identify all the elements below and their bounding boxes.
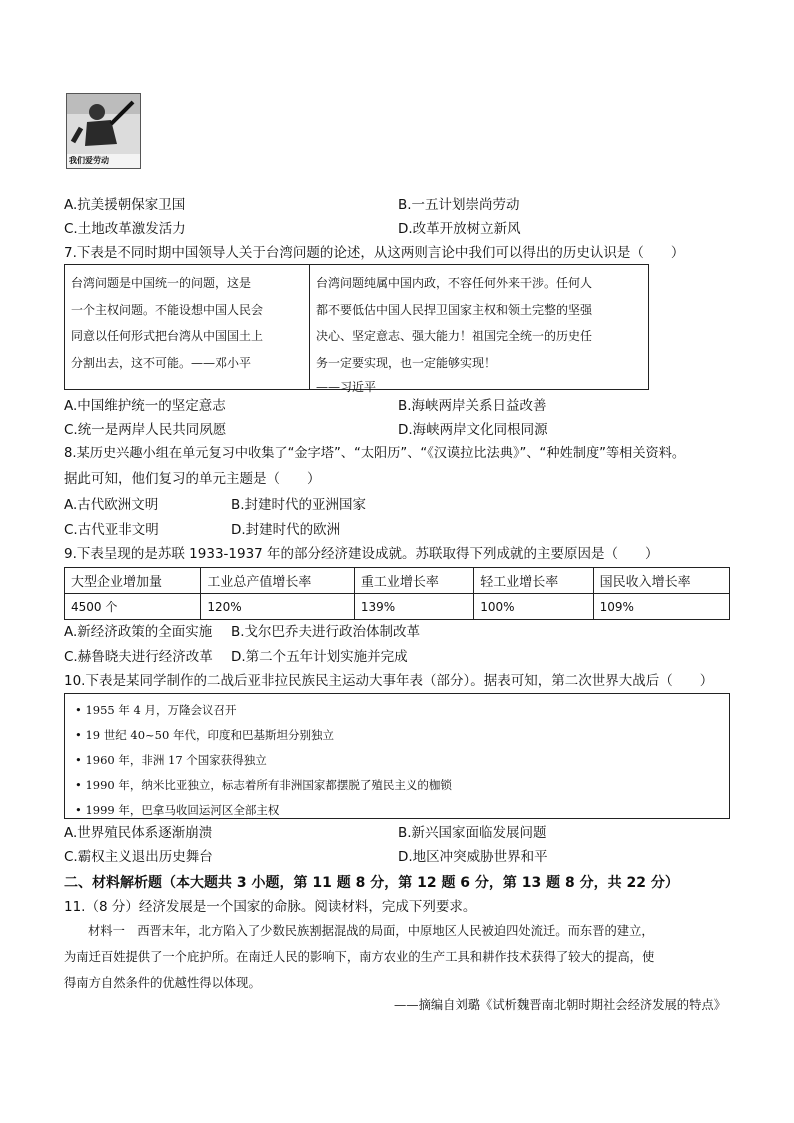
timeline-event: • 1955 年 4 月，万隆会议召开 — [75, 703, 237, 717]
quote1-line: 一个主权问题。不能设想中国人民会 — [71, 302, 264, 317]
q6-option-c[interactable]: C.土地改革激发活力 — [64, 221, 186, 237]
table-header-cell: 大型企业增加量 — [65, 568, 201, 594]
q7-option-c[interactable]: C.统一是两岸人民共同夙愿 — [64, 422, 227, 438]
timeline-event: • 1990 年，纳米比亚独立，标志着所有非洲国家都摆脱了殖民主义的枷锁 — [75, 778, 452, 792]
quote2-line: 台湾问题纯属中国内政，不容任何外来干涉。任何人 — [316, 276, 593, 290]
q10-option-a[interactable]: A.世界殖民体系逐渐崩溃 — [64, 825, 213, 841]
quote1-line: 同意以任何形式把台湾从中国国土上 — [71, 329, 264, 343]
material1-source: ——摘编自刘璐《试析魏晋南北朝时期社会经济发展的特点》 — [393, 998, 726, 1012]
q7-quote-table — [64, 264, 649, 394]
table-header-row — [65, 568, 730, 594]
timeline-event: • 1960 年，非洲 17 个国家获得独立 — [75, 753, 267, 767]
material1-line3: 得南方自然条件的优越性得以体现。 — [64, 976, 261, 990]
table-cell: 120% — [201, 594, 354, 620]
quote-deng-xiaoping — [65, 265, 310, 389]
table-header-cell: 工业总产值增长率 — [201, 568, 354, 594]
timeline-event: • 19 世纪 40~50 年代，印度和巴基斯坦分别独立 — [75, 728, 334, 742]
q11-stem: 11.（8 分）经济发展是一个国家的命脉。阅读材料，完成下列要求。 — [64, 899, 477, 915]
q9-option-c[interactable]: C.赫鲁晓夫进行经济改革 — [64, 649, 213, 665]
q8-stem-line1: 8.某历史兴趣小组在单元复习中收集了“金字塔”、“太阳历”、“《汉谟拉比法典》”、“种姓制度”等相关资料。 — [64, 446, 686, 461]
quote2-line: 决心、坚定意志、强大能力！祖国完全统一的历史任 — [316, 329, 593, 343]
table-header-cell: 轻工业增长率 — [474, 568, 593, 594]
quote1-line: 台湾问题是中国统一的问题，这是 — [71, 276, 252, 290]
material1-line2: 为南迁百姓提供了一个庇护所。在南迁人民的影响下，南方农业的生产工具和耕作技术获得了较大的提高，使 — [64, 950, 655, 964]
quote-xi-jinping — [310, 265, 648, 394]
q6-option-a[interactable]: A.抗美援朝保家卫国 — [64, 197, 186, 213]
q6-option-d[interactable]: D.改革开放树立新风 — [398, 221, 521, 237]
section-title: 二、材料解析题（本大题共 3 小题，第 11 题 8 分，第 12 题 6 分，第 13 题 8 分，共 22 分） — [64, 875, 679, 891]
table-header-cell: 国民收入增长率 — [593, 568, 729, 594]
q8-option-c[interactable]: C.古代亚非文明 — [64, 522, 159, 538]
table-cell: 109% — [593, 594, 729, 620]
poster-caption: 我们爱劳动 — [69, 156, 109, 165]
q9-economy-table — [64, 567, 730, 620]
quote2-line: 都不要低估中国人民捍卫国家主权和领土完整的坚强 — [316, 302, 593, 317]
table-row — [65, 594, 730, 620]
q8-option-a[interactable]: A.古代欧洲文明 — [64, 497, 159, 513]
q9-stem: 9.下表呈现的是苏联 1933-1937 年的部分经济建设成就。苏联取得下列成就的主要原因是（ ） — [64, 546, 659, 562]
q7-option-b[interactable]: B.海峡两岸关系日益改善 — [398, 398, 547, 414]
q7-option-a[interactable]: A.中国维护统一的坚定意志 — [64, 398, 226, 414]
q9-option-b[interactable]: B.戈尔巴乔夫进行政治体制改革 — [231, 624, 421, 640]
quote2-line: 务一定要实现，也一定能够实现！ — [316, 355, 497, 370]
table-header-cell: 重工业增长率 — [354, 568, 473, 594]
timeline-event: • 1999 年，巴拿马收回运河区全部主权 — [75, 803, 280, 817]
table-cell: 100% — [474, 594, 593, 620]
q10-option-d[interactable]: D.地区冲突威胁世界和平 — [398, 849, 548, 865]
q7-option-d[interactable]: D.海峡两岸文化同根同源 — [398, 422, 548, 438]
worker-poster-image — [66, 93, 141, 169]
q10-timeline-box — [64, 693, 730, 819]
quote1-line: 分割出去，这不可能。——邓小平 — [71, 355, 252, 370]
q9-option-d[interactable]: D.第二个五年计划实施并完成 — [231, 649, 408, 665]
q8-option-b[interactable]: B.封建时代的亚洲国家 — [231, 497, 367, 513]
q10-option-c[interactable]: C.霸权主义退出历史舞台 — [64, 849, 213, 865]
quote2-line: ——习近平 — [316, 380, 377, 394]
q7-stem: 7.下表是不同时期中国领导人关于台湾问题的论述，从这两则言论中我们可以得出的历史认识是（ ） — [64, 245, 685, 261]
q10-stem: 10.下表是某同学制作的二战后亚非拉民族民主运动大事年表（部分）。据表可知，第二次世界大战后（ ） — [64, 673, 714, 689]
q8-stem-line2: 据此可知，他们复习的单元主题是（ ） — [64, 471, 321, 487]
q8-option-d[interactable]: D.封建时代的欧洲 — [231, 522, 341, 538]
q9-option-a[interactable]: A.新经济政策的全面实施 — [64, 624, 213, 640]
q10-option-b[interactable]: B.新兴国家面临发展问题 — [398, 825, 547, 841]
table-cell: 4500 个 — [65, 594, 201, 620]
table-cell: 139% — [354, 594, 473, 620]
q6-option-b[interactable]: B.一五计划崇尚劳动 — [398, 197, 520, 213]
material1-line1: 材料一 西晋末年，北方陷入了少数民族割据混战的局面，中原地区人民被迫四处流迁。而东晋的建立， — [88, 924, 654, 938]
